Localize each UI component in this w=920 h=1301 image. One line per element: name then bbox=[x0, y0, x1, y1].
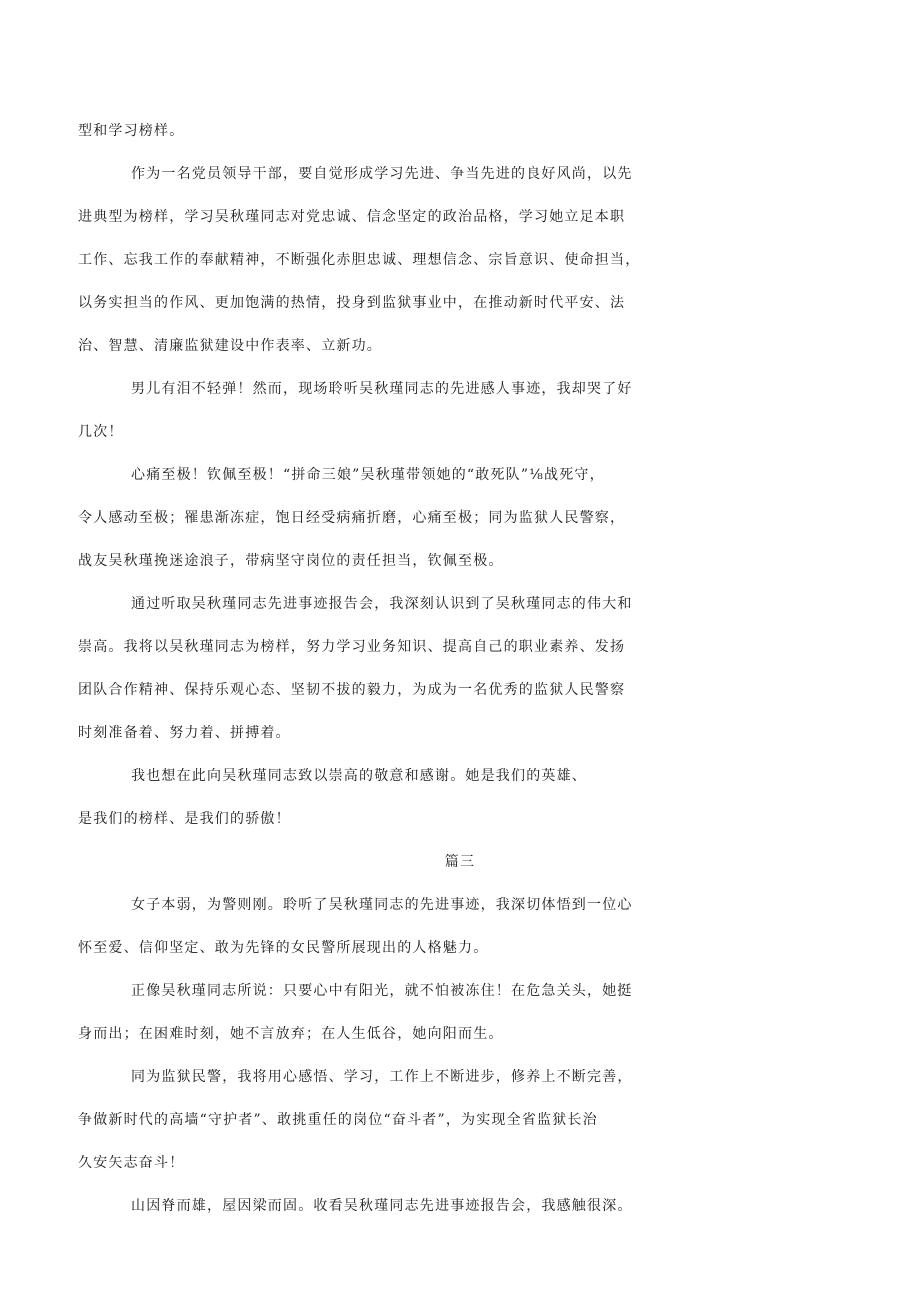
text-line-23: 争做新时代的高墙“守护者”、敢挑重任的岗位“奋斗者”，为实现全省监狱长治 bbox=[78, 1112, 598, 1128]
text-line-6: 治、智慧、清廉监狱建设中作表率、立新功。 bbox=[78, 338, 382, 354]
text-line-14: 团队合作精神、保持乐观心态、坚韧不拔的毅力，为成为一名优秀的监狱人民警察 bbox=[78, 682, 626, 698]
text-line-16: 我也想在此向吴秋瑾同志致以崇高的敬意和感谢。她是我们的英雄、 bbox=[131, 768, 587, 784]
text-line-20: 正像吴秋瑾同志所说：只要心中有阳光，就不怕被冻住！在危急关头，她挺 bbox=[131, 983, 633, 999]
text-line-12: 通过听取吴秋瑾同志先进事迹报告会，我深刻认识到了吴秋瑾同志的伟大和 bbox=[131, 596, 633, 612]
text-line-24: 久安矢志奋斗！ bbox=[78, 1155, 185, 1171]
text-line-13: 崇高。我将以吴秋瑾同志为榜样，努力学习业务知识、提高自己的职业素养、发扬 bbox=[78, 639, 626, 655]
text-line-25: 山因脊而雄，屋因梁而固。收看吴秋瑾同志先进事迹报告会，我感触很深。 bbox=[131, 1198, 633, 1214]
text-line-15: 时刻准备着、努力着、拼搏着。 bbox=[78, 725, 291, 741]
section-heading: 篇三 bbox=[444, 854, 476, 870]
text-line-3: 进典型为榜样，学习吴秋瑾同志对党忠诚、信念坚定的政治品格，学习她立足本职 bbox=[78, 209, 626, 225]
text-line-7: 男儿有泪不轻弹！然而，现场聆听吴秋瑾同志的先进感人事迹，我却哭了好 bbox=[131, 381, 633, 397]
text-line-18: 女子本弱，为警则刚。聆听了吴秋瑾同志的先进事迹，我深切体悟到一位心 bbox=[131, 897, 633, 913]
text-line-21: 身而出；在困难时刻，她不言放弃；在人生低谷，她向阳而生。 bbox=[78, 1026, 504, 1042]
text-line-22: 同为监狱民警，我将用心感悟、学习，工作上不断进步，修养上不断完善， bbox=[131, 1069, 633, 1085]
text-line-5: 以务实担当的作风、更加饱满的热情，投身到监狱事业中，在推动新时代平安、法 bbox=[78, 295, 626, 311]
text-line-17: 是我们的榜样、是我们的骄傲！ bbox=[78, 811, 291, 827]
text-line-8: 几次！ bbox=[78, 424, 124, 440]
text-line-11: 战友吴秋瑾挽迷途浪子，带病坚守岗位的责任担当，钦佩至极。 bbox=[78, 553, 504, 569]
text-line-9: 心痛至极！钦佩至极！“拼命三娘”吴秋瑾带领她的“敢死队”⅛战死守， bbox=[131, 467, 605, 483]
text-line-1: 型和学习榜样。 bbox=[78, 123, 185, 139]
text-line-19: 怀至爱、信仰坚定、敢为先锋的女民警所展现出的人格魅力。 bbox=[78, 940, 489, 956]
text-line-4: 工作、忘我工作的奉献精神，不断强化赤胆忠诚、理想信念、宗旨意识、使命担当， bbox=[78, 252, 641, 268]
text-line-2: 作为一名党员领导干部，要自觉形成学习先进、争当先进的良好风尚，以先 bbox=[131, 166, 633, 182]
text-line-10: 令人感动至极；罹患渐冻症，饱日经受病痛折磨，心痛至极；同为监狱人民警察， bbox=[78, 510, 626, 526]
